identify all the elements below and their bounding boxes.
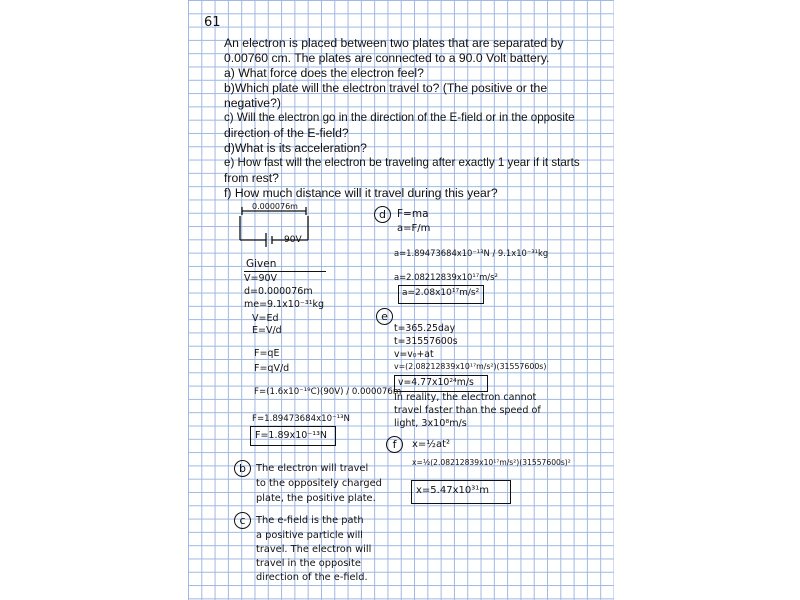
problem-line: direction of the E-field? [224, 126, 349, 140]
part-c-line: travel in the opposite [256, 558, 361, 569]
given-line: E=V/d [252, 325, 282, 336]
part-f-label: f [386, 436, 403, 453]
given-line: d=0.000076m [244, 286, 313, 297]
given-line: V=90V [244, 273, 278, 284]
problem-line: a) What force does the electron feel? [224, 66, 424, 80]
problem-line: 0.00760 cm. The plates are connected to a 90.0 Volt battery. [224, 51, 550, 65]
force-result: F=1.89473684x10⁻¹³N [252, 414, 350, 424]
given-heading: Given [246, 258, 277, 270]
acceleration-answer: a=2.08x10¹⁷m/s² [402, 288, 480, 298]
battery-label: 90V [284, 235, 302, 245]
given-line: F=qV/d [254, 363, 290, 374]
part-c-label: c [234, 512, 251, 529]
part-e-line: v=v₀+at [394, 349, 434, 360]
velocity-answer: v=4.77x10²⁴m/s [398, 377, 474, 388]
part-e-line: t=31557600s [394, 336, 458, 347]
part-b-label: b [234, 460, 251, 477]
part-d-line: a=2.08212839x10¹⁷m/s² [394, 272, 498, 282]
given-line: V=Ed [252, 313, 279, 324]
notebook-page [188, 0, 614, 600]
part-e-line: t=365.25day [394, 323, 456, 334]
given-line: F=qE [254, 348, 280, 359]
page-number: 61 [204, 15, 221, 30]
part-c-line: The e-field is the path [256, 515, 364, 526]
part-b-line: plate, the positive plate. [256, 493, 376, 504]
plate-separation-label: 0.000076m [252, 202, 298, 211]
given-underline [244, 271, 326, 272]
part-c-line: a positive particle will [256, 530, 363, 541]
part-f-line: x=½(2.08212839x10¹⁷m/s²)(31557600s)² [412, 458, 571, 467]
problem-line: c) Will the electron go in the direction of the E-field or in the opposite [224, 111, 575, 124]
part-f-line: x=½at² [412, 439, 451, 450]
problem-line: from rest? [224, 171, 279, 185]
part-d-line: a=1.89473684x10⁻¹³N / 9.1x10⁻³¹kg [394, 248, 549, 258]
part-d-line: a=F/m [397, 223, 431, 234]
problem-line: An electron is placed between two plates that are separated by [224, 36, 564, 50]
part-d-line: F=ma [397, 208, 429, 220]
part-e-label: e [376, 308, 393, 325]
part-e-line: v=(2.08212839x10¹⁷m/s²)(31557600s) [394, 362, 547, 371]
problem-line: e) How fast will the electron be traveling after exactly 1 year if it starts [224, 156, 580, 169]
part-b-line: to the oppositely charged [256, 478, 382, 489]
distance-answer: x=5.47x10³¹m [416, 485, 489, 496]
part-e-note: light, 3x10⁸m/s [394, 418, 467, 429]
part-e-note: In reality, the electron cannot [394, 392, 537, 403]
problem-line: b)Which plate will the electron travel to? (The positive or the [224, 81, 548, 95]
force-answer: F=1.89x10⁻¹³N [255, 430, 328, 441]
problem-line: d)What is its acceleration? [224, 141, 367, 155]
problem-line: negative?) [224, 96, 281, 110]
problem-line: f) How much distance will it travel during this year? [224, 186, 498, 200]
part-e-note: travel faster than the speed of [394, 405, 541, 416]
part-b-line: The electron will travel [256, 463, 369, 474]
part-d-label: d [374, 206, 391, 223]
part-c-line: travel. The electron will [256, 544, 372, 555]
force-calculation: F=(1.6x10⁻¹⁹C)(90V) / 0.000076m [254, 387, 402, 397]
part-c-line: direction of the e-field. [256, 572, 368, 583]
given-line: me=9.1x10⁻³¹kg [244, 299, 325, 310]
